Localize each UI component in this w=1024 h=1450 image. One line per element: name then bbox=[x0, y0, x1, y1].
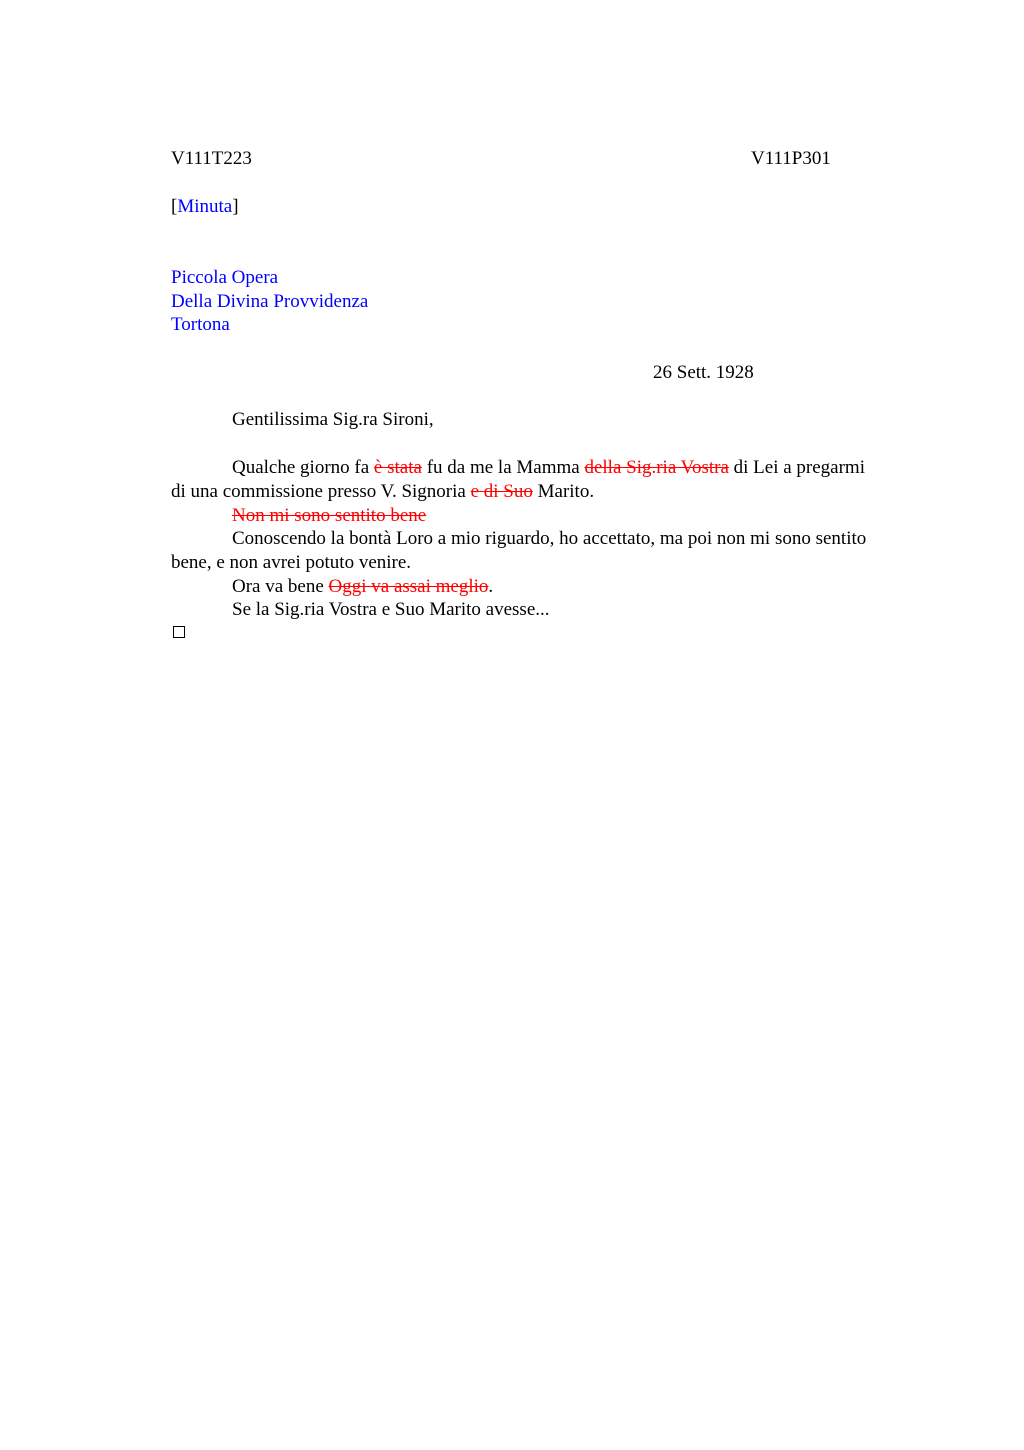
close-bracket: ] bbox=[232, 196, 239, 217]
document-page bbox=[171, 0, 923, 1450]
text-span: Qualche giorno fa bbox=[232, 457, 374, 478]
text-span: . bbox=[488, 576, 494, 597]
text-span: di una commissione presso V. Signoria bbox=[171, 481, 471, 502]
deleted-text: Oggi va assai meglio bbox=[328, 576, 489, 597]
deleted-text: è stata bbox=[373, 457, 422, 478]
text-span: di Lei a pregarmi bbox=[728, 457, 865, 478]
paragraph-3-line-1: Conoscendo la bontà Loro a mio riguardo, ho accettato, ma poi non mi sono sentito bbox=[232, 528, 867, 549]
paragraph-3-line-2: bene, e non avrei potuto venire. bbox=[171, 552, 412, 573]
salutation: Gentilissima Sig.ra Sironi, bbox=[232, 409, 434, 430]
document-code-right: V111P301 bbox=[751, 148, 831, 169]
deleted-text: e di Suo bbox=[470, 481, 533, 502]
letterhead-line-3: Tortona bbox=[171, 314, 230, 335]
paragraph-5: Se la Sig.ria Vostra e Suo Marito avesse... bbox=[232, 599, 550, 620]
letterhead-line-1: Piccola Opera bbox=[171, 267, 279, 288]
document-code-left: V111T223 bbox=[171, 148, 252, 169]
text-span: Marito. bbox=[532, 481, 595, 502]
text-span: fu da me la Mamma bbox=[421, 457, 585, 478]
draft-note bbox=[171, 195, 239, 218]
draft-label: Minuta bbox=[177, 196, 233, 217]
deleted-text: della Sig.ria Vostra bbox=[584, 457, 729, 478]
deleted-sentence: Non mi sono sentito bene bbox=[232, 505, 427, 526]
paragraph-1-line-1 bbox=[232, 456, 865, 479]
paragraph-4 bbox=[232, 575, 493, 598]
open-bracket: [ bbox=[171, 196, 178, 217]
letterhead-line-2: Della Divina Provvidenza bbox=[171, 291, 369, 312]
paragraph-1-line-2 bbox=[171, 480, 594, 503]
letter-date: 26 Sett. 1928 bbox=[653, 362, 754, 383]
text-span: Ora va bene bbox=[232, 576, 329, 597]
end-marker-box bbox=[173, 626, 185, 638]
